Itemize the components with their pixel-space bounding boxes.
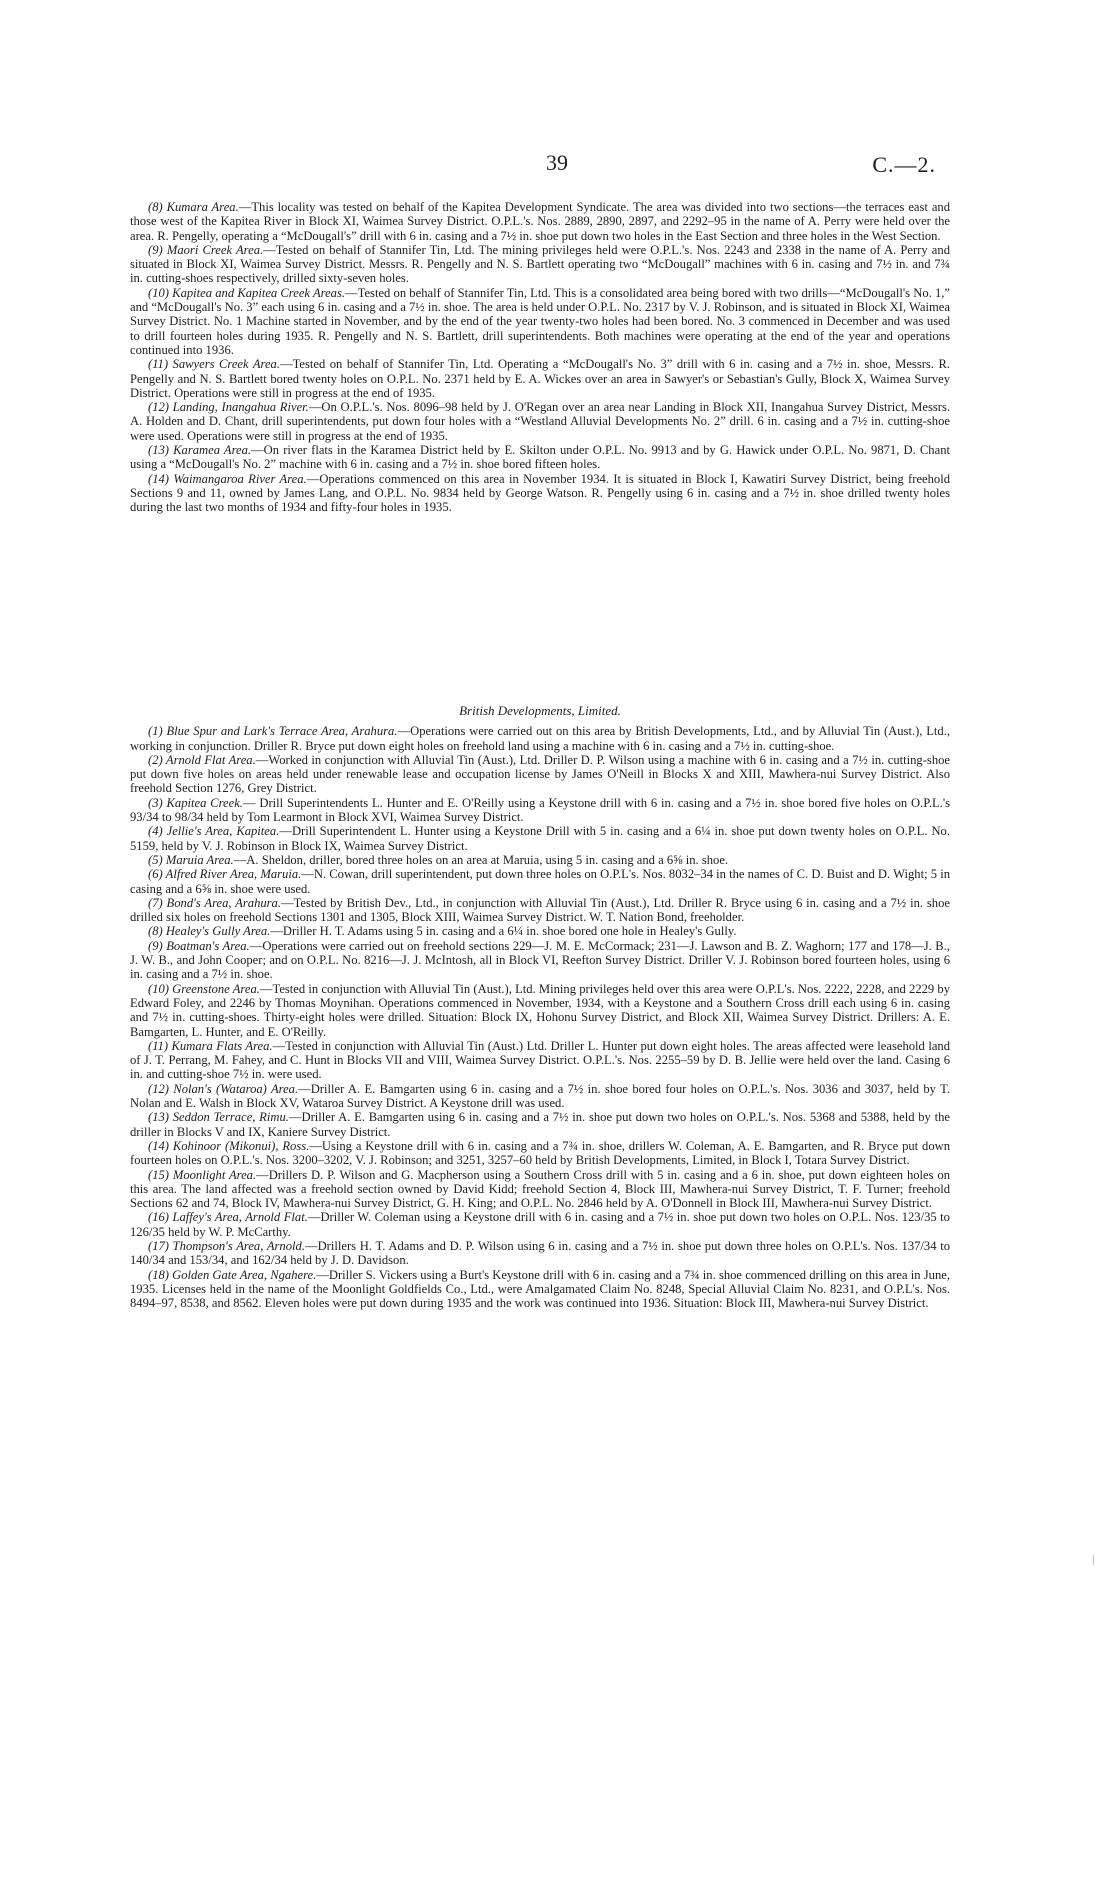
paragraph <box>130 853 950 867</box>
paragraph <box>130 200 950 243</box>
paragraph-title: (15) Moonlight Area. <box>148 1167 257 1182</box>
paragraph <box>130 286 950 357</box>
paragraph-body: —On O.P.L.'s. Nos. 8096–98 held by J. O'Regan over an area near Landing in Block XII, Inangahua Survey District, Messrs. A. Holden and D. Chant, drill superintendents, put down four holes with a “Westland Alluvial Developments No. 2” drill. 6 in. casing and a 7½ in. cutting-shoe were used. Operations were still in progress at the end of 1935. <box>130 400 950 443</box>
paragraph-body: —Drillers H. T. Adams and D. P. Wilson using 6 in. casing and a 7½ in. shoe put down three holes on O.P.L's. Nos. 137/34 to 140/34 and 153/34, and 162/34 held by J. D. Davidson. <box>130 1238 950 1268</box>
paragraph-title: (1) Blue Spur and Lark's Terrace Area, Arahura. <box>148 724 398 739</box>
paragraph-body: —Tested by British Dev., Ltd., in conjunction with Alluvial Tin (Aust.), Ltd. Driller R. Bryce using 6 in. casing and a 7½ in. shoe drilled six holes on freehold Sections 1301 and 1305, Block XIII, Waimea Survey District. W. T. Nation Bond, freeholder. <box>130 895 950 925</box>
paragraph <box>130 724 950 753</box>
section-kapitea-development <box>130 200 950 515</box>
paragraph <box>130 443 950 472</box>
paragraph-body: —Operations were carried out on freehold sections 229—J. M. E. McCormack; 231—J. Lawson and B. Z. Waghorn; 177 and 178—J. B., J. W. B., and John Cooper; and on O.P.L. No. 8216—J. J. McIntosh, all in Block VI, Reefton Survey District. Driller V. J. Robinson bored fourteen holes, using 6 in. casing and a 7½ in. shoe. <box>130 938 951 982</box>
paragraph <box>130 357 950 400</box>
paragraph-title: (6) Alfred River Area, Maruia. <box>148 867 302 882</box>
paragraph <box>130 472 950 515</box>
paragraph <box>130 1210 950 1239</box>
paragraph-title: (3) Kapitea Creek. <box>148 795 243 810</box>
paragraph-title: (12) Landing, Inangahua River. <box>148 400 309 415</box>
paragraph-body: —Driller A. E. Bamgarten using 6 in. casing and a 7½ in. shoe put down two holes on O.P.L.'s. Nos. 5368 and 5388, held by the driller in Blocks V and IX, Kaniere Survey District. <box>130 1110 950 1139</box>
paragraph <box>130 824 950 853</box>
paragraph-body: — Drill Superintendents L. Hunter and E. O'Reilly using a Keystone drill with 6 in. casing and a 7½ in. shoe bored five holes on O.P.L.'s 93/34 to 98/34 held by Tom Learmont in Block XVI, Waimea Survey District. <box>130 795 950 825</box>
paragraph-title: (18) Golden Gate Area, Ngahere. <box>148 1267 317 1282</box>
page-header <box>0 150 1114 180</box>
paragraph-body: —Driller W. Coleman using a Keystone drill with 6 in. casing and a 7½ in. shoe put down two holes on O.P.L. Nos. 123/35 to 126/35 held by W. P. McCarthy. <box>130 1210 950 1239</box>
paragraph-body: —Operations commenced on this area in November 1934. It is situated in Block I, Kawatiri Survey District, being freehold Sections 9 and 11, owned by James Lang, and O.P.L. No. 9834 held by George Watson. R. Pengelly using 6 in. casing and a 7½ in. shoe drilled twenty holes during the last two months of 1934 and fifty-four holes in 1935. <box>130 471 951 515</box>
paragraph-body: —Tested on behalf of Stannifer Tin, Ltd. This is a consolidated area being bored with two drills—“McDougall's No. 1,” and “McDougall's No. 3” each using 6 in. casing and a 7½ in. shoe. The area is held under O.P.L. No. 2317 by V. J. Robinson, and is situated in Block XI, Waimea Survey District. No. 1 Machine started in November, and by the end of the year twenty-two holes had been bored. No. 3 commenced in December and was used to drill fourteen holes during 1935. R. Pengelly and N. S. Bartlett, drill superintendents. Both machines were operating at the end of the year and operations continued into 1936. <box>130 285 951 357</box>
paragraph <box>130 1082 950 1111</box>
paragraph-title: (11) Sawyers Creek Area. <box>148 357 280 372</box>
paragraph-title: (7) Bond's Area, Arahura. <box>148 895 282 910</box>
paragraph-body: —Drillers D. P. Wilson and G. Macpherson using a Southern Cross drill with 5 in. casing and a 6 in. shoe, put down eighteen holes on this area. The land affected was a freehold section owned by David Kidd; freehold Section 4, Block III, Mawhera-nui Survey District, T. F. Turner; freehold Sections 62 and 74, Block IV, Mawhera-nui Survey District, G. H. King; and O.P.L. No. 2846 held by A. O'Donnell in Block III, Mawhera-nui Survey District. <box>130 1167 950 1211</box>
page-number: 39 <box>546 150 568 175</box>
paragraph-body: —Worked in conjunction with Alluvial Tin (Aust.), Ltd. Driller D. P. Wilson using a machine with 6 in. casing and a 7½ in. cutting-shoe put down five holes on areas held under renewable lease and occupation license by James O'Neill in Blocks X and XIII, Mawhera-nui Survey District. Also freehold Section 1276, Grey District. <box>130 752 951 796</box>
paragraph-body: —Driller S. Vickers using a Burt's Keystone drill with 6 in. casing and a 7¾ in. shoe commenced drilling on this area in June, 1935. Licenses held in the name of the Moonlight Goldfields Co., Ltd., were Amalgamated Claim No. 8248, Special Alluvial Claim No. 8231, and O.P.L's. Nos. 8494–97, 8538, and 8562. Eleven holes were put down during 1935 and the work was continued into 1936. Situation: Block III, Mawhera-nui Survey District. <box>130 1267 951 1311</box>
paragraph-body: —Driller A. E. Bamgarten using 6 in. casing and a 7½ in. shoe bored four holes on O.P.L.'s. Nos. 3036 and 3037, held by T. Nolan and E. Walsh in Block XV, Wataroa Survey District. A Keystone drill was used. <box>130 1081 950 1111</box>
paragraph <box>130 243 950 286</box>
paragraph-title: (9) Boatman's Area. <box>148 938 250 953</box>
paragraph-title: (16) Laffey's Area, Arnold Flat. <box>148 1210 308 1225</box>
paragraph <box>130 867 950 896</box>
paragraph-body: —Tested on behalf of Stannifer Tin, Ltd. The mining privileges held were O.P.L.'s. Nos. 2243 and 2338 in the name of A. Perry and situated in Block XI, Waimea Survey District. Messrs. R. Pengelly and N. S. Bartlett operating two “McDougall” machines with 6 in. casing and 7½ in. and 7¾ in. cutting-shoes respectively, drilled sixty-seven holes. <box>130 242 950 286</box>
document-reference: C.—2. <box>872 152 936 177</box>
paragraph-body: —Tested on behalf of Stannifer Tin, Ltd. Operating a “McDougall's No. 3” drill with 6 in. casing and a 7½ in. shoe, Messrs. R. Pengelly and N. S. Bartlett bored twenty holes on O.P.L. No. 2371 held by E. A. Wickes over an area in Sawyer's or Sebastian's Gully, Block X, Waimea Survey District. Operations were still in progress at the end of 1935. <box>130 357 950 400</box>
section-british-developments <box>130 704 950 1310</box>
paragraph <box>130 982 950 1039</box>
paragraph <box>130 924 950 938</box>
paragraph-body: —A. Sheldon, driller, bored three holes on an area at Maruia, using 5 in. casing and a 6⅝ in. shoe. <box>233 852 729 867</box>
paragraph <box>130 1268 950 1311</box>
section-heading: British Developments, Limited. <box>459 703 621 718</box>
paragraph <box>130 400 950 443</box>
paragraph <box>130 1039 950 1082</box>
paragraph-title: (13) Karamea Area. <box>148 443 252 458</box>
paragraph-body: —This locality was tested on behalf of the Kapitea Development Syndicate. The area was divided into two sections—the terraces east and those west of the Kapitea River in Block XI, Waimea Survey District. O.P.L.'s. Nos. 2889, 2890, 2897, and 2292–95 in the name of A. Perry were held over the area. R. Pengelly, operating a “McDougall's” drill with 6 in. casing and a 7½ in. shoe put down two holes in the East Section and three holes in the West Section. <box>130 200 950 243</box>
paragraph-body: —Tested in conjunction with Alluvial Tin (Aust.), Ltd. Mining privileges held over this area were O.P.L's. Nos. 2222, 2228, and 2229 by Edward Foley, and 2246 by Thomas Moynihan. Operations commenced in November, 1934, with a Keystone and a Southern Cross drill each using 6 in. casing and 7½ in. cutting-shoes. Thirty-eight holes were drilled. Situation: Block IX, Hohonu Survey District, and Block XII, Waimea Survey District. Drillers: A. E. Bamgarten, L. Hunter, and E. O'Reilly. <box>130 981 950 1039</box>
paragraph-body: —Driller H. T. Adams using 5 in. casing and a 6¼ in. shoe bored one hole in Healey's Gully. <box>270 924 737 939</box>
paragraph <box>130 753 950 796</box>
paragraph <box>130 1168 950 1211</box>
paragraph-list <box>130 724 950 1310</box>
paragraph-title: (10) Kapitea and Kapitea Creek Areas. <box>148 285 346 300</box>
paragraph-title: (8) Healey's Gully Area. <box>148 924 271 939</box>
paragraph <box>130 1110 950 1139</box>
paragraph-title: (11) Kumara Flats Area. <box>148 1038 273 1053</box>
paragraph-title: (5) Maruia Area. <box>148 852 234 867</box>
paragraph-title: (2) Arnold Flat Area. <box>148 752 256 767</box>
paragraph-body: —On river flats in the Karamea District held by E. Skilton under O.P.L. No. 9913 and by G. Hawick under O.P.L. No. 9871, D. Chant using a “McDougall's No. 2” machine with 6 in. casing and a 7½ in. shoe bored fifteen holes. <box>130 443 950 472</box>
paragraph-body: —N. Cowan, drill superintendent, put down three holes on O.P.L's. Nos. 8032–34 in the names of C. D. Buist and D. Wight; 5 in casing and a 6⅝ in. shoe were used. <box>130 867 951 896</box>
paragraph-title: (13) Seddon Terrace, Rimu. <box>148 1110 289 1125</box>
paragraph-title: (9) Maori Creek Area. <box>148 242 264 257</box>
paragraph-title: (14) Kohinoor (Mikonui), Ross. <box>148 1138 310 1153</box>
paragraph-title: (14) Waimangaroa River Area. <box>148 471 307 486</box>
paragraph-body: —Tested in conjunction with Alluvial Tin (Aust.) Ltd. Driller L. Hunter put down eight holes. The areas affected were leasehold land of J. T. Perrang, M. Fahey, and C. Hunt in Blocks VII and VIII, Waimea Survey District. O.P.L.'s. Nos. 2255–59 by D. B. Jellie were held over the land. Casing 6 in. and cutting-shoe 7½ in. were used. <box>130 1038 950 1082</box>
paragraph-body: —Using a Keystone drill with 6 in. casing and a 7¾ in. shoe, drillers W. Coleman, A. E. Bamgarten, and R. Bryce put down fourteen holes on O.P.L.'s. Nos. 3200–3202, V. J. Robinson; and 3251, 3257–60 held by British Developments, Limited, in Block I, Totara Survey District. <box>130 1138 951 1168</box>
paragraph <box>130 796 950 825</box>
paragraph-title: (12) Nolan's (Wataroa) Area. <box>148 1081 299 1096</box>
paragraph <box>130 939 950 982</box>
paragraph <box>130 1139 950 1168</box>
paragraph-body: —Operations were carried out on this area by British Developments, Ltd., and by Alluvial Tin (Aust.), Ltd., working in conjunction. Driller R. Bryce put down eight holes on freehold land using a machine with 6 in. casing and a 7½ in. cutting-shoe. <box>130 724 950 753</box>
paragraph-title: (10) Greenstone Area. <box>148 981 260 996</box>
paragraph <box>130 896 950 925</box>
margin-mark <box>1093 1555 1094 1565</box>
paragraph-title: (8) Kumara Area. <box>148 200 239 214</box>
paragraph-title: (17) Thompson's Area, Arnold. <box>148 1238 305 1253</box>
paragraph-body: —Drill Superintendent L. Hunter using a Keystone Drill with 5 in. casing and a 6¼ in. shoe put down twenty holes on O.P.L. No. 5159, held by V. J. Robinson in Block IX, Waimea Survey District. <box>130 824 950 853</box>
paragraph <box>130 1239 950 1268</box>
paragraph-title: (4) Jellie's Area, Kapitea. <box>148 824 280 839</box>
